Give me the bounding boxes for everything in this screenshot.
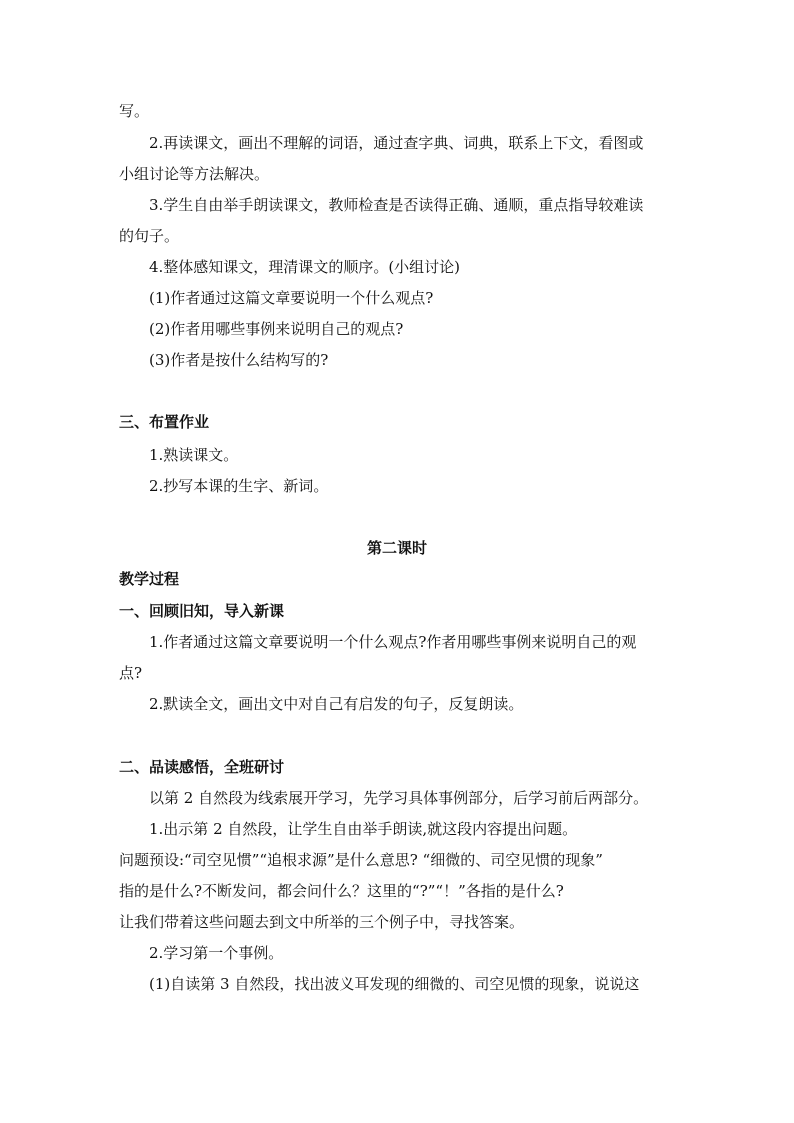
text-line: (1)自读第 3 自然段，找出波义耳发现的细微的、司空见惯的现象，说说这	[149, 975, 640, 993]
text-line: 1.出示第 2 自然段，让学生自由举手朗读,就这段内容提出问题。	[149, 820, 578, 838]
section-heading: 一、回顾旧知，导入新课	[119, 602, 285, 620]
lesson-title: 第二课时	[366, 539, 427, 557]
text-line: 2.抄写本课的生字、新词。	[149, 477, 329, 495]
text-line: 写。	[119, 102, 150, 120]
text-line: 2.再读课文，画出不理解的词语，通过查字典、词典，联系上下文，看图或	[149, 134, 644, 152]
text-line: (2)作者用哪些事例来说明自己的观点?	[149, 320, 404, 338]
text-line: 点?	[119, 664, 143, 682]
section-heading: 教学过程	[119, 570, 180, 588]
text-line: (1)作者通过这篇文章要说明一个什么观点?	[149, 289, 434, 307]
text-line: 2.学习第一个事例。	[149, 944, 284, 962]
section-heading: 二、品读感悟，全班研讨	[119, 758, 285, 776]
text-line: 1.作者通过这篇文章要说明一个什么观点?作者用哪些事例来说明自己的观	[149, 633, 637, 651]
section-heading: 三、布置作业	[119, 413, 210, 431]
text-line: 指的是什么?不断发问，都会问什么？这里的“?”“！”各指的是什么?	[119, 882, 564, 900]
text-line: (3)作者是按什么结构写的?	[149, 351, 329, 369]
text-line: 1.熟读课文。	[149, 446, 239, 464]
text-line: 问题预设:“司空见惯”“追根求源”是什么意思? “细微的、司空见惯的现象”	[119, 851, 603, 869]
text-line: 4.整体感知课文，理清课文的顺序。(小组讨论)	[149, 258, 461, 276]
text-line: 3.学生自由举手朗读课文，教师检查是否读得正确、通顺，重点指导较难读	[149, 196, 644, 214]
text-line: 以第 2 自然段为线索展开学习，先学习具体事例部分，后学习前后两部分。	[149, 789, 649, 807]
text-line: 的句子。	[119, 227, 180, 245]
text-line: 小组讨论等方法解决。	[119, 165, 270, 183]
text-line: 2.默读全文，画出文中对自己有启发的句子，反复朗读。	[149, 695, 524, 713]
text-line: 让我们带着这些问题去到文中所举的三个例子中，寻找答案。	[119, 913, 525, 931]
